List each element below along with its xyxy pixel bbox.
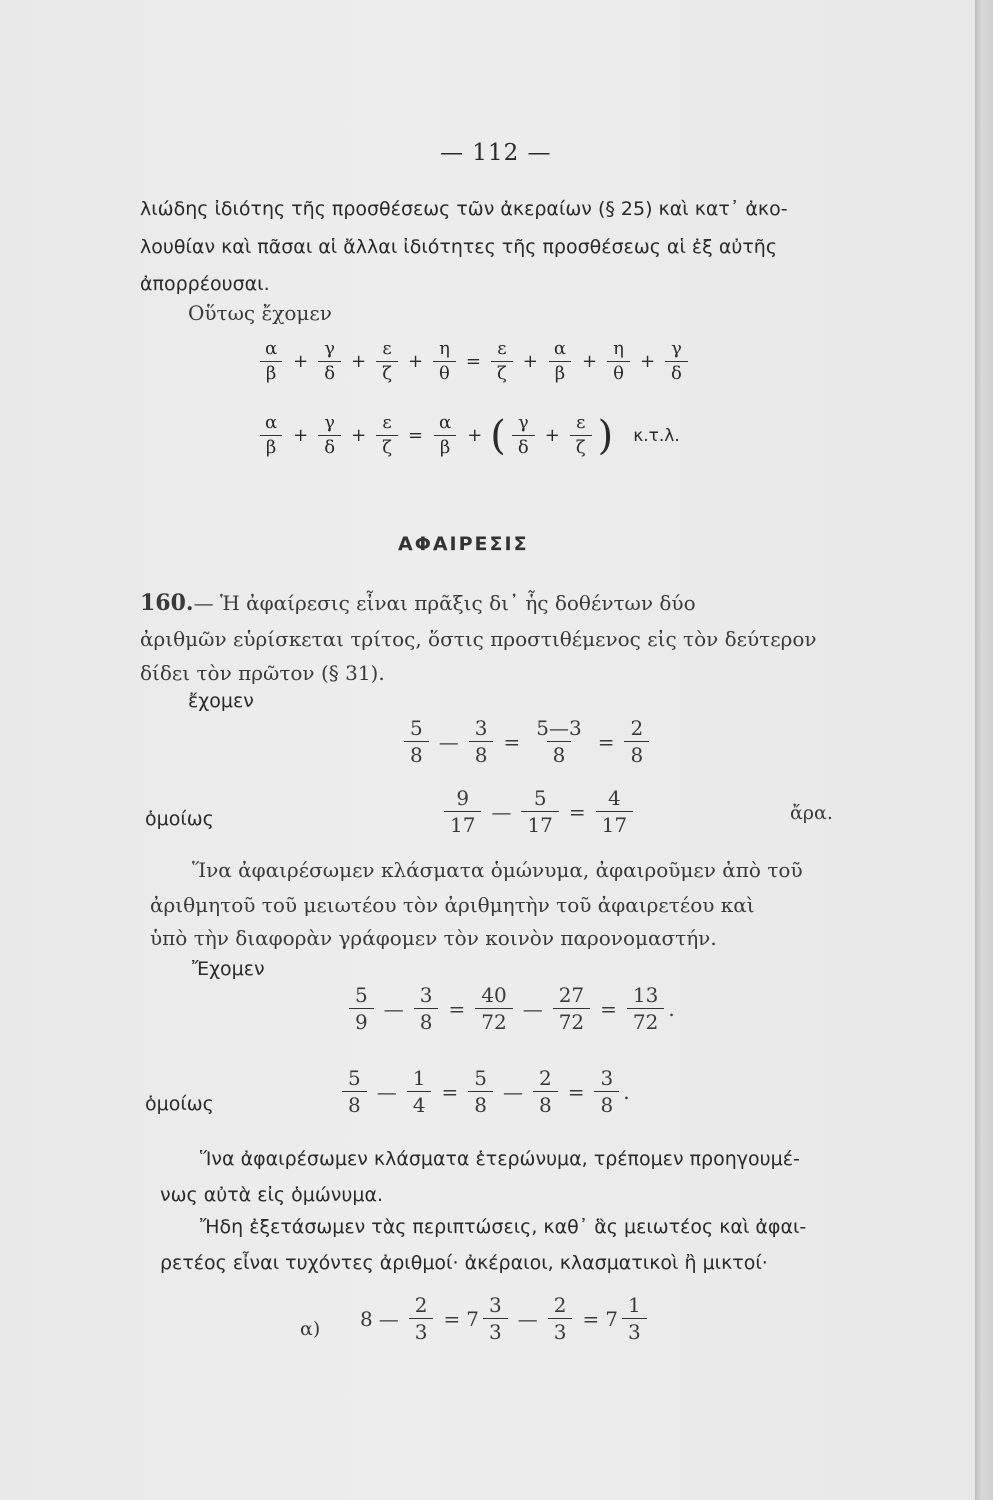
- case-a-label: α): [300, 1318, 321, 1340]
- text-line-1: λιώδης ἰδιότης τῆς προσθέσεως τῶν ἀκεραίων (§ 25) καὶ κατ᾽ ἀκο-: [140, 198, 788, 220]
- paragraph-heteronymous-line-1: Ἵνα ἀφαιρέσωμεν κλάσματα ἑτερώνυμα, τρέπομεν προηγουμέ-: [200, 1148, 800, 1170]
- page-edge: [975, 0, 993, 1500]
- paragraph-rule-line-2: ἀριθμητοῦ τοῦ μειωτέου τὸν ἀριθμητὴν τοῦ ἀφαιρετέου καὶ: [150, 893, 755, 917]
- omoios-label-2: ὁμοίως: [145, 1093, 214, 1115]
- paragraph-heteronymous-line-2: νως αὐτὰ εἰς ὁμώνυμα.: [160, 1184, 384, 1206]
- equation-mixed-numbers: 8 — $\frac{2}{3}$ = 7 $\frac{3}{3}$ — $\frac{2}{3}$ = 7 $\frac{1}{3}$: [360, 1295, 651, 1343]
- paragraph-160-line-1: 160.— Ἡ ἀφαίρεσις εἶναι πρᾶξις δι᾽ ἧς δοθέντων δύο: [140, 590, 696, 616]
- equation-subtraction-17ths: $\frac{9}{17}$ — $\frac{5}{17}$ = $\frac{4}{17}$: [440, 788, 637, 836]
- ktl-abbrev: κ.τ.λ.: [633, 425, 680, 446]
- paragraph-160-line-2: ἀριθμῶν εὑρίσκεται τρίτος, ὅστις προστιθέμενος εἰς τὸν δεύτερον: [140, 627, 817, 651]
- equation-associativity-1: $\frac{\alpha}{\beta}$ + $\frac{\gamma}{\delta}$ + $\frac{\varepsilon}{\zeta}$ + $\frac{\eta}{\theta}$ = $\frac{\varepsilon}{\zeta}$ + $\frac{\alpha}{\beta}$ + $\frac{\eta}{\theta}$ + $\frac{\gamma}{\delta}$: [255, 340, 692, 384]
- text-line-2: λουθίαν καὶ πᾶσαι αἱ ἄλλαι ἰδιότητες τῆς προσθέσεως αἱ ἐξ αὐτῆς: [140, 236, 777, 258]
- paragraph-cases-line-1: Ἤδη ἐξετάσωμεν τὰς περιπτώσεις, καθ᾽ ἃς μειωτέος καὶ ἀφαι-: [200, 1216, 807, 1238]
- paragraph-160-line-3: δίδει τὸν πρῶτον (§ 31).: [140, 661, 385, 685]
- section-number: 160.: [140, 590, 194, 616]
- equation-subtraction-eighths-quarters: $\frac{5}{8}$ — $\frac{1}{4}$ = $\frac{5}{8}$ — $\frac{2}{8}$ = $\frac{3}{8}$ .: [338, 1068, 630, 1116]
- paragraph-rule-line-3: ὑπὸ τὴν διαφορὰν γράφομεν τὸν κοινὸν παρονομαστήν.: [150, 926, 717, 950]
- page-number: — 112 —: [440, 140, 552, 166]
- equation-subtraction-heteronymous: $\frac{5}{9}$ — $\frac{3}{8}$ = $\frac{40}{72}$ — $\frac{27}{72}$ = $\frac{13}{72}$ .: [345, 985, 675, 1033]
- section-heading: ΑΦΑΙΡΕΣΙΣ: [398, 533, 529, 555]
- omoios-label-1: ὁμοίως: [145, 808, 214, 830]
- ara-label: ἄρα.: [790, 802, 833, 824]
- text-line-4: Οὕτως ἔχομεν: [188, 301, 332, 325]
- paragraph-rule-line-1: Ἵνα ἀφαιρέσωμεν κλάσματα ὁμώνυμα, ἀφαιροῦμεν ἀπὸ τοῦ: [192, 858, 803, 882]
- echomen-label-2: Ἔχομεν: [192, 958, 265, 980]
- text-line-3: ἀπορρέουσαι.: [140, 273, 270, 295]
- paragraph-cases-line-2: ρετέος εἶναι τυχόντες ἀριθμοί· ἀκέραιοι, κλασματικοὶ ἢ μικτοί·: [160, 1252, 768, 1274]
- equation-subtraction-homonymous: $\frac{5}{8}$ — $\frac{3}{8}$ = $\frac{5—3}{8}$ = $\frac{2}{8}$: [400, 718, 653, 766]
- echomen-label-1: ἔχομεν: [188, 690, 254, 712]
- equation-associativity-2: $\frac{\alpha}{\beta}$ + $\frac{\gamma}{\delta}$ + $\frac{\varepsilon}{\zeta}$ = $\frac{\alpha}{\beta}$ + ( $\frac{\gamma}{\delta}$ + $\frac{\varepsilon}{\zeta}$ ) κ.τ.λ.: [255, 414, 680, 458]
